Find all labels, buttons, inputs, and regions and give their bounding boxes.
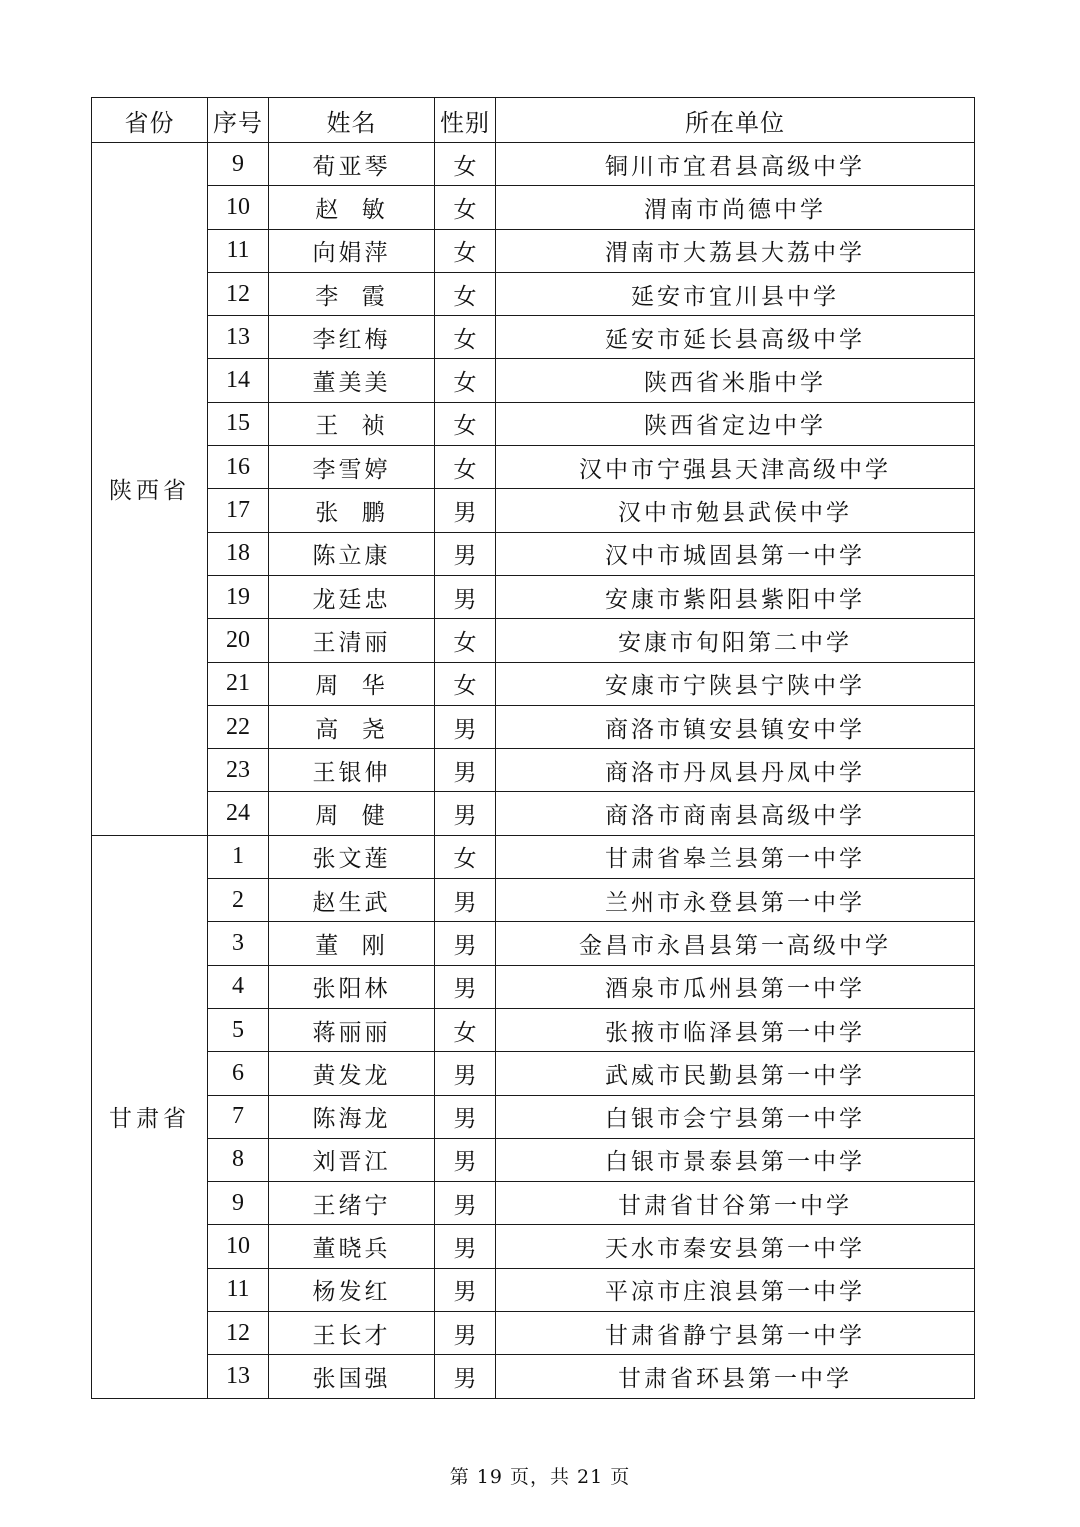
gender-cell: 女: [435, 359, 496, 402]
table-row: [92, 1355, 975, 1398]
name-cell: 龙廷忠: [269, 575, 435, 618]
unit-cell: 甘肃省皋兰县第一中学: [496, 835, 975, 878]
table-row: [92, 922, 975, 965]
unit-cell: 武威市民勤县第一中学: [496, 1052, 975, 1095]
number-cell: 23: [208, 749, 269, 792]
unit-cell: 延安市延长县高级中学: [496, 316, 975, 359]
name-cell: 王银伸: [269, 749, 435, 792]
name-cell: 周 健: [269, 792, 435, 835]
number-cell: 10: [208, 186, 269, 229]
table-row: [92, 1268, 975, 1311]
gender-cell: 男: [435, 1095, 496, 1138]
unit-cell: 酒泉市瓜州县第一中学: [496, 965, 975, 1008]
unit-cell: 金昌市永昌县第一高级中学: [496, 922, 975, 965]
name-cell: 高 尧: [269, 705, 435, 748]
name-cell: 董 刚: [269, 922, 435, 965]
gender-cell: 男: [435, 1138, 496, 1181]
table-row: [92, 402, 975, 445]
number-cell: 12: [208, 272, 269, 315]
name-cell: 杨发红: [269, 1268, 435, 1311]
name-cell: 张 鹏: [269, 489, 435, 532]
gender-cell: 女: [435, 1008, 496, 1051]
number-cell: 10: [208, 1225, 269, 1268]
gender-cell: 男: [435, 1268, 496, 1311]
number-cell: 20: [208, 619, 269, 662]
number-cell: 1: [208, 835, 269, 878]
unit-cell: 渭南市大荔县大荔中学: [496, 229, 975, 272]
gender-cell: 女: [435, 316, 496, 359]
number-cell: 3: [208, 922, 269, 965]
table-row: [92, 1138, 975, 1181]
gender-cell: 女: [435, 662, 496, 705]
name-cell: 王清丽: [269, 619, 435, 662]
table-row: [92, 532, 975, 575]
unit-cell: 兰州市永登县第一中学: [496, 879, 975, 922]
table-row: [92, 619, 975, 662]
name-cell: 李红梅: [269, 316, 435, 359]
gender-cell: 男: [435, 749, 496, 792]
name-cell: 董晓兵: [269, 1225, 435, 1268]
number-cell: 12: [208, 1312, 269, 1355]
name-cell: 张国强: [269, 1355, 435, 1398]
gender-cell: 男: [435, 1052, 496, 1095]
gender-cell: 男: [435, 1182, 496, 1225]
header-province: 省份: [92, 98, 208, 143]
name-cell: 赵生武: [269, 879, 435, 922]
gender-cell: 女: [435, 143, 496, 186]
header-number: 序号: [208, 98, 269, 143]
table-row: [92, 705, 975, 748]
gender-cell: 男: [435, 489, 496, 532]
name-cell: 荀亚琴: [269, 143, 435, 186]
province-cell: 甘肃省: [92, 835, 208, 1398]
name-cell: 陈海龙: [269, 1095, 435, 1138]
gender-cell: 男: [435, 1312, 496, 1355]
number-cell: 24: [208, 792, 269, 835]
unit-cell: 安康市宁陕县宁陕中学: [496, 662, 975, 705]
province-cell: 陕西省: [92, 143, 208, 836]
table-row: [92, 1225, 975, 1268]
table-row: [92, 359, 975, 402]
name-cell: 王 祯: [269, 402, 435, 445]
number-cell: 13: [208, 316, 269, 359]
table-row: [92, 1095, 975, 1138]
unit-cell: 商洛市商南县高级中学: [496, 792, 975, 835]
page-number: 第 19 页，共 21 页: [449, 1466, 631, 1488]
unit-cell: 铜川市宜君县高级中学: [496, 143, 975, 186]
gender-cell: 男: [435, 879, 496, 922]
number-cell: 5: [208, 1008, 269, 1051]
number-cell: 13: [208, 1355, 269, 1398]
gender-cell: 女: [435, 835, 496, 878]
gender-cell: 女: [435, 619, 496, 662]
name-cell: 刘晋江: [269, 1138, 435, 1181]
unit-cell: 甘肃省环县第一中学: [496, 1355, 975, 1398]
unit-cell: 白银市会宁县第一中学: [496, 1095, 975, 1138]
number-cell: 4: [208, 965, 269, 1008]
gender-cell: 男: [435, 965, 496, 1008]
unit-cell: 陕西省定边中学: [496, 402, 975, 445]
name-cell: 张文莲: [269, 835, 435, 878]
number-cell: 21: [208, 662, 269, 705]
table-body: [92, 143, 975, 1399]
name-cell: 赵 敏: [269, 186, 435, 229]
number-cell: 18: [208, 532, 269, 575]
number-cell: 6: [208, 1052, 269, 1095]
name-cell: 王绪宁: [269, 1182, 435, 1225]
gender-cell: 男: [435, 532, 496, 575]
unit-cell: 延安市宜川县中学: [496, 272, 975, 315]
number-cell: 7: [208, 1095, 269, 1138]
table-header-row: [92, 98, 975, 143]
name-cell: 向娟萍: [269, 229, 435, 272]
unit-cell: 平凉市庄浪县第一中学: [496, 1268, 975, 1311]
gender-cell: 女: [435, 229, 496, 272]
number-cell: 22: [208, 705, 269, 748]
gender-cell: 男: [435, 575, 496, 618]
unit-cell: 渭南市尚德中学: [496, 186, 975, 229]
name-cell: 董美美: [269, 359, 435, 402]
number-cell: 16: [208, 446, 269, 489]
number-cell: 9: [208, 1182, 269, 1225]
number-cell: 19: [208, 575, 269, 618]
name-cell: 周 华: [269, 662, 435, 705]
header-unit: 所在单位: [496, 98, 975, 143]
table-row: [92, 965, 975, 1008]
gender-cell: 女: [435, 446, 496, 489]
table-row: [92, 446, 975, 489]
table-row: [92, 229, 975, 272]
gender-cell: 女: [435, 402, 496, 445]
name-cell: 李雪婷: [269, 446, 435, 489]
table-row: [92, 662, 975, 705]
name-cell: 陈立康: [269, 532, 435, 575]
name-cell: 李 霞: [269, 272, 435, 315]
unit-cell: 商洛市镇安县镇安中学: [496, 705, 975, 748]
name-cell: 王长才: [269, 1312, 435, 1355]
table-row: [92, 272, 975, 315]
table-row: [92, 879, 975, 922]
number-cell: 15: [208, 402, 269, 445]
number-cell: 9: [208, 143, 269, 186]
unit-cell: 天水市秦安县第一中学: [496, 1225, 975, 1268]
table-row: [92, 489, 975, 532]
unit-cell: 甘肃省静宁县第一中学: [496, 1312, 975, 1355]
number-cell: 11: [208, 229, 269, 272]
table-row: [92, 749, 975, 792]
gender-cell: 男: [435, 1225, 496, 1268]
table-row: [92, 1008, 975, 1051]
unit-cell: 商洛市丹凤县丹凤中学: [496, 749, 975, 792]
unit-cell: 陕西省米脂中学: [496, 359, 975, 402]
number-cell: 14: [208, 359, 269, 402]
name-cell: 张阳林: [269, 965, 435, 1008]
unit-cell: 张掖市临泽县第一中学: [496, 1008, 975, 1051]
gender-cell: 女: [435, 272, 496, 315]
roster-table: [91, 97, 975, 1399]
unit-cell: 安康市旬阳第二中学: [496, 619, 975, 662]
number-cell: 2: [208, 879, 269, 922]
number-cell: 11: [208, 1268, 269, 1311]
table-row: [92, 1312, 975, 1355]
gender-cell: 男: [435, 792, 496, 835]
table-row: [92, 792, 975, 835]
table-row: [92, 575, 975, 618]
gender-cell: 男: [435, 1355, 496, 1398]
gender-cell: 女: [435, 186, 496, 229]
table-row: [92, 835, 975, 878]
number-cell: 17: [208, 489, 269, 532]
unit-cell: 汉中市城固县第一中学: [496, 532, 975, 575]
table-row: [92, 1052, 975, 1095]
table-row: [92, 143, 975, 186]
gender-cell: 男: [435, 922, 496, 965]
unit-cell: 汉中市宁强县天津高级中学: [496, 446, 975, 489]
unit-cell: 汉中市勉县武侯中学: [496, 489, 975, 532]
unit-cell: 安康市紫阳县紫阳中学: [496, 575, 975, 618]
number-cell: 8: [208, 1138, 269, 1181]
gender-cell: 男: [435, 705, 496, 748]
table-row: [92, 186, 975, 229]
name-cell: 蒋丽丽: [269, 1008, 435, 1051]
table-row: [92, 1182, 975, 1225]
unit-cell: 甘肃省甘谷第一中学: [496, 1182, 975, 1225]
table-row: [92, 316, 975, 359]
name-cell: 黄发龙: [269, 1052, 435, 1095]
unit-cell: 白银市景泰县第一中学: [496, 1138, 975, 1181]
header-gender: 性别: [435, 98, 496, 143]
header-name: 姓名: [269, 98, 435, 143]
